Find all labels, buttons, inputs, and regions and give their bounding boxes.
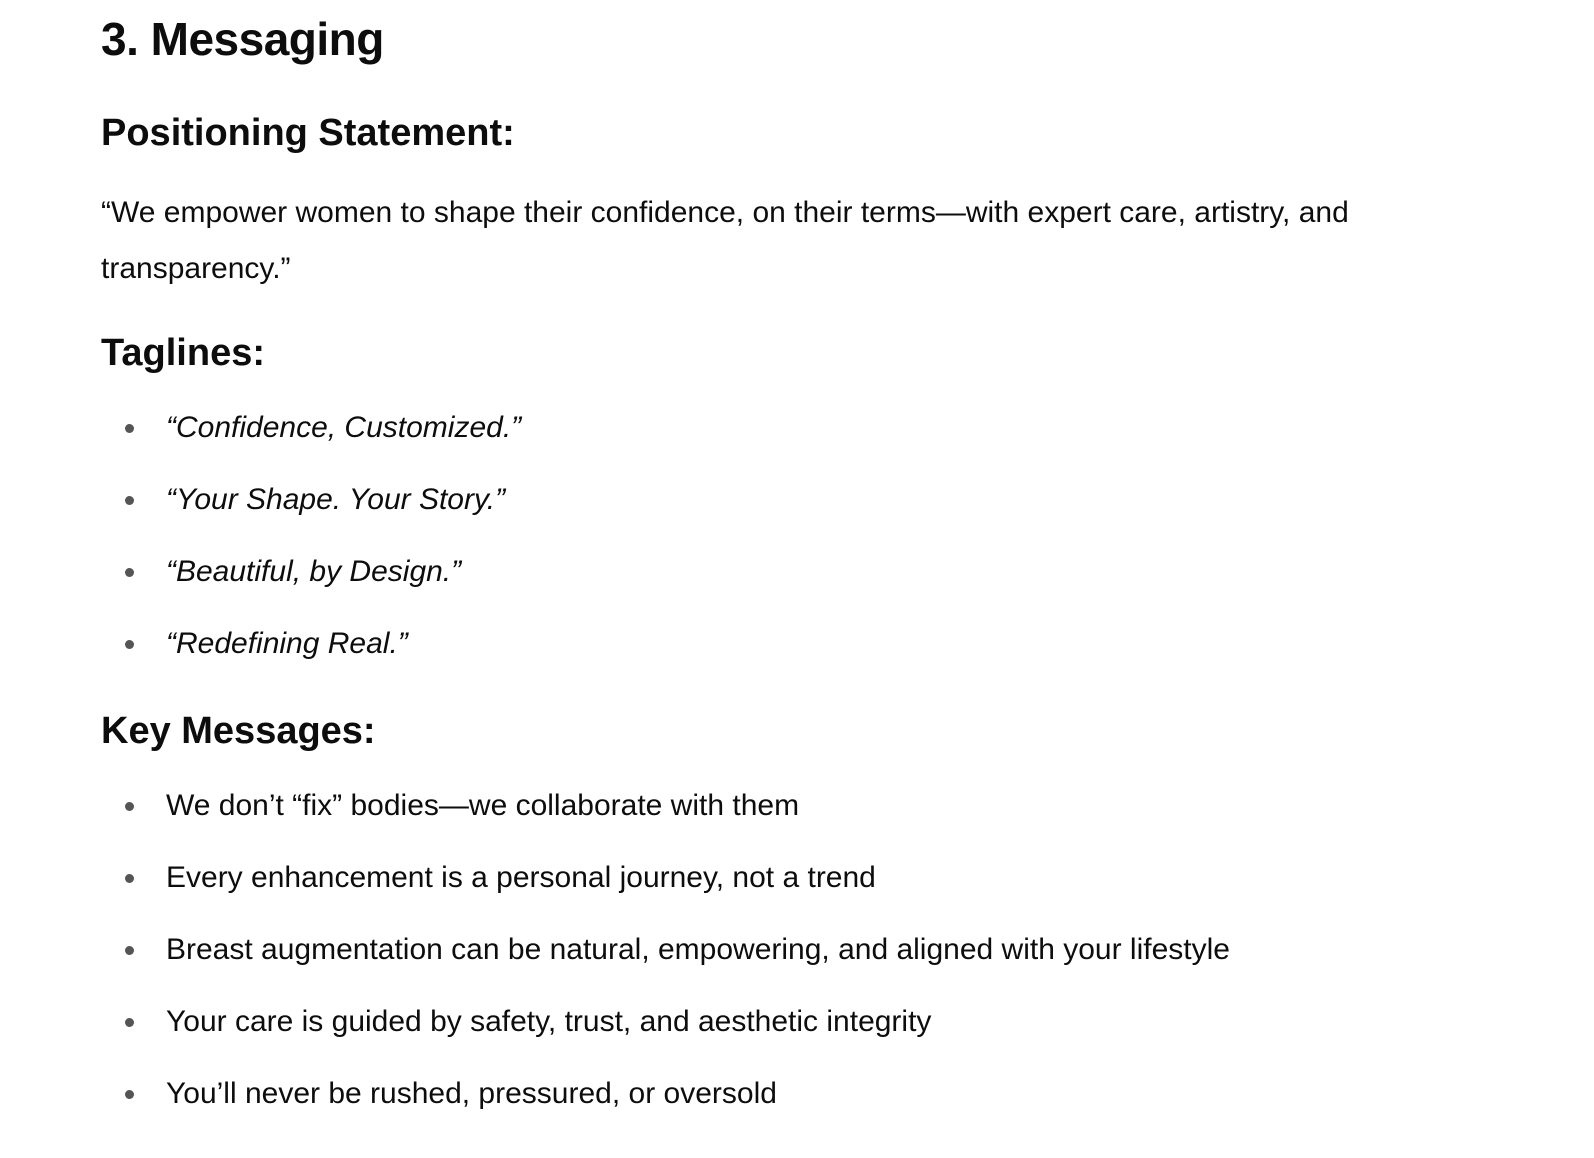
list-item — [101, 536, 521, 608]
tagline-text: “Redefining Real.” — [166, 627, 408, 660]
bullet-icon — [125, 1090, 134, 1099]
taglines-list — [101, 392, 521, 680]
bullet-icon — [125, 802, 134, 811]
bullet-icon — [125, 874, 134, 883]
bullet-icon — [125, 640, 134, 649]
list-item — [101, 914, 1230, 986]
bullet-icon — [125, 568, 134, 577]
list-item — [101, 608, 521, 680]
bullet-icon — [125, 424, 134, 433]
tagline-text: “Confidence, Customized.” — [166, 411, 522, 444]
key-messages-list — [101, 770, 1230, 1130]
list-item — [101, 842, 1230, 914]
bullet-icon — [125, 946, 134, 955]
list-item — [101, 1058, 1230, 1130]
positioning-heading: Positioning Statement: — [101, 112, 515, 154]
section-title: 3. Messaging — [101, 13, 384, 65]
key-message-text: Breast augmentation can be natural, empowering, and aligned with your lifestyle — [166, 933, 1230, 966]
key-message-text: Every enhancement is a personal journey, not a trend — [166, 861, 876, 894]
list-item — [101, 770, 1230, 842]
list-item — [101, 392, 521, 464]
key-message-text: Your care is guided by safety, trust, and aesthetic integrity — [166, 1005, 932, 1038]
key-message-text: We don’t “fix” bodies—we collaborate with them — [166, 789, 800, 822]
list-item — [101, 986, 1230, 1058]
taglines-heading: Taglines: — [101, 332, 265, 374]
list-item — [101, 464, 521, 536]
key-messages-heading: Key Messages: — [101, 710, 376, 752]
bullet-icon — [125, 1018, 134, 1027]
tagline-text: “Your Shape. Your Story.” — [166, 483, 506, 516]
tagline-text: “Beautiful, by Design.” — [166, 555, 462, 588]
bullet-icon — [125, 496, 134, 505]
positioning-statement: “We empower women to shape their confidence, on their terms—with expert care, artistry, and transparency.” — [101, 196, 1349, 285]
key-message-text: You’ll never be rushed, pressured, or oversold — [166, 1077, 777, 1110]
